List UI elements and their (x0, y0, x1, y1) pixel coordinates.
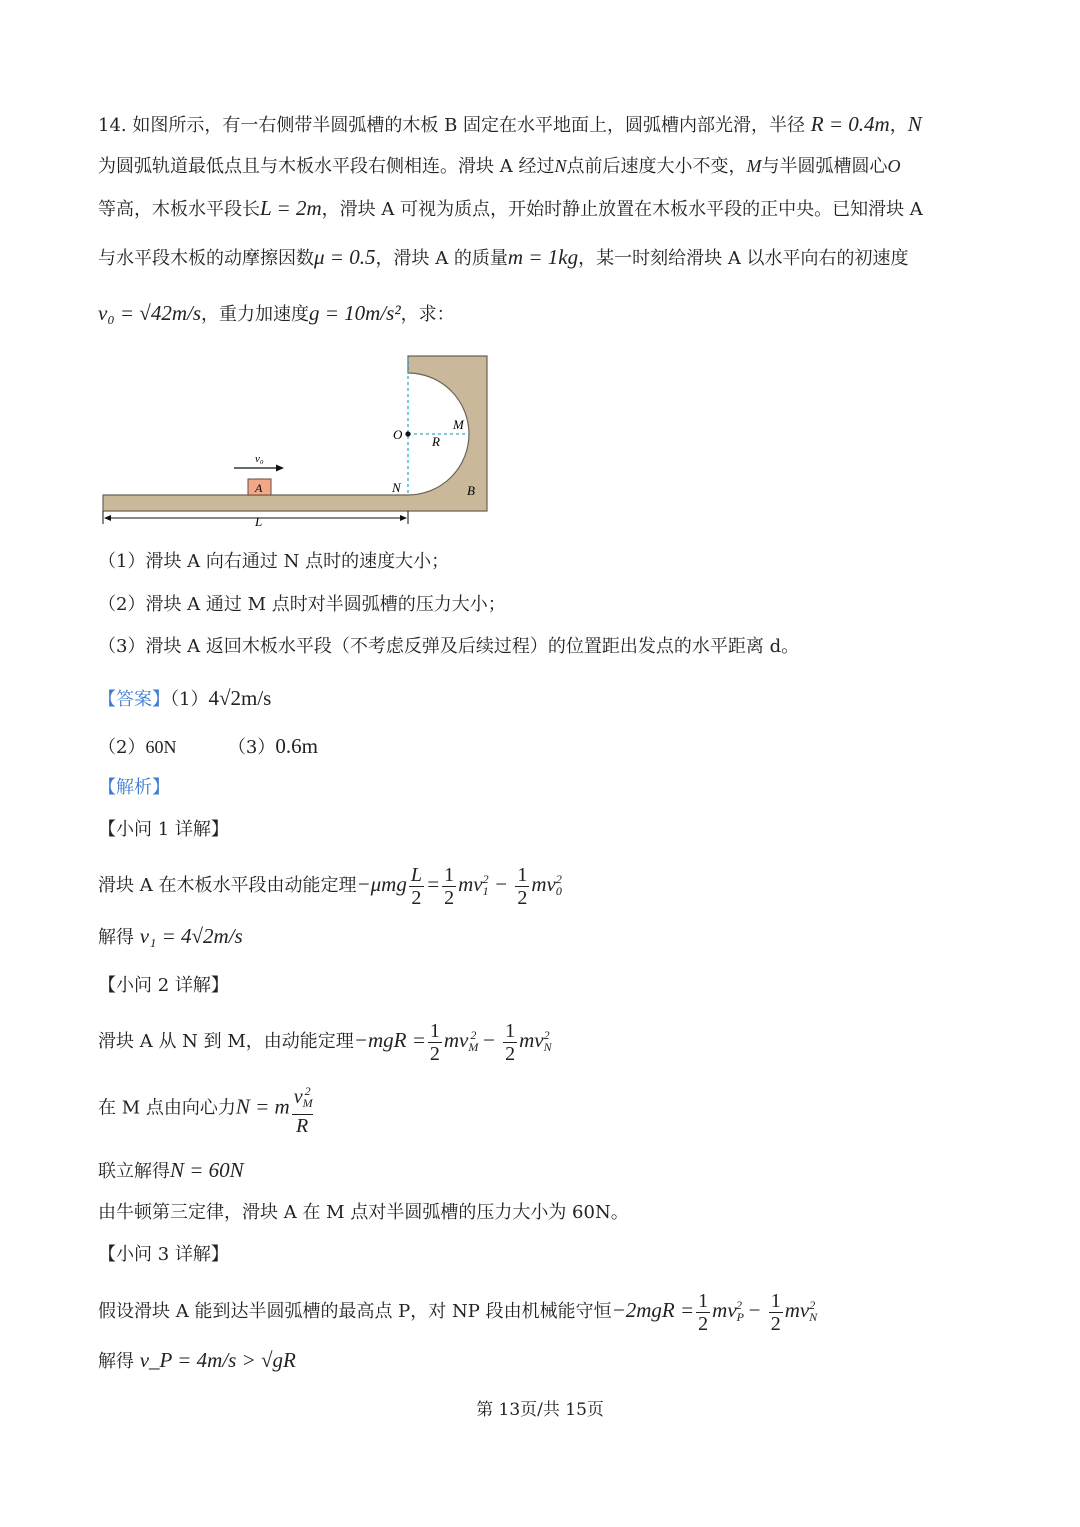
sub1-equation-line: 滑块 A 在木板水平段由动能定理−μmg $\frac{L}{2}$ = $\frac{1}{2}$ $mv_1^2$ − $\frac{1}{2}$ $mv_0^2$ (98, 863, 562, 909)
subquestion-3-heading: 【小问 3 详解】 (98, 1244, 229, 1265)
length-arrow-left (104, 515, 111, 521)
question-3: （3）滑块 A 返回木板水平段（不考虑反弹及后续过程）的位置距出发点的水平距离 d。 (98, 636, 800, 657)
center-point-O (405, 431, 410, 436)
problem-number: 14. (98, 115, 127, 136)
answer-tag: 【答案】 (98, 689, 170, 710)
analysis-tag: 【解析】 (98, 777, 170, 798)
sub1-result: 解得 v₁ = 4√2m/s (98, 924, 243, 948)
label-L: L (255, 514, 263, 529)
length-arrow-right (400, 515, 407, 521)
answer-line-2: （2）60N （3）0.6m (98, 734, 318, 758)
question-2: （2）滑块 A 通过 M 点时对半圆弧槽的压力大小； (98, 594, 506, 615)
label-A: A (255, 481, 263, 495)
problem-line-5: v₀ = √42m/s，重力加速度g = 10m/s²，求： (98, 301, 455, 325)
sub3-result: 解得 v_P = 4m/s > √gR (98, 1348, 296, 1372)
answer-line-1: 【答案】（1）4√2m/s (98, 686, 272, 710)
label-R: R (432, 434, 440, 449)
label-N: N (392, 480, 401, 495)
label-O: O (393, 427, 403, 442)
subquestion-2-heading: 【小问 2 详解】 (98, 975, 229, 996)
sub2-result: 联立解得N = 60N (98, 1158, 244, 1182)
subquestion-1-heading: 【小问 1 详解】 (98, 819, 229, 840)
sub2-conclusion: 由牛顿第三定律，滑块 A 在 M 点对半圆弧槽的压力大小为 60N。 (98, 1202, 629, 1223)
label-v0: v₀ (255, 453, 264, 465)
problem-line-2: 为圆弧轨道最低点且与木板水平段右侧相连。滑块 A 经过N点前后速度大小不变，M与半圆弧槽圆心O (98, 156, 901, 177)
page-footer: 第 13页/共 15页 (476, 1400, 604, 1420)
label-M: M (453, 417, 464, 432)
sub2-centripetal-line: 在 M 点由向心力N = m $\frac{v_M^2}{R}$ (98, 1084, 313, 1137)
label-B: B (467, 483, 475, 498)
board-B (103, 356, 487, 511)
question-1: （1）滑块 A 向右通过 N 点时的速度大小； (98, 551, 450, 572)
velocity-arrow-head (276, 465, 284, 472)
problem-line-4: 与水平段木板的动摩擦因数μ = 0.5，滑块 A 的质量m = 1kg，某一时刻给滑块 A 以水平向右的初速度 (98, 245, 909, 269)
sub2-equation-line: 滑块 A 从 N 到 M，由动能定理−mgR = $\frac{1}{2}$ $mv_M^2$ − $\frac{1}{2}$ $mv_N^2$ (98, 1019, 552, 1065)
problem-line-1: 14. 如图所示，有一右侧带半圆弧槽的木板 B 固定在水平地面上，圆弧槽内部光滑，半径 R = 0.4m，N (98, 112, 922, 136)
problem-line-3: 等高，木板水平段长L = 2m，滑块 A 可视为质点，开始时静止放置在木板水平段的正中央。已知滑块 A (98, 196, 923, 220)
problem-figure (95, 350, 495, 535)
sub3-equation-line: 假设滑块 A 能到达半圆弧槽的最高点 P，对 NP 段由机械能守恒−2mgR = $\frac{1}{2}$ $mv_P^2$ − $\frac{1}{2}$ $mv_N^2$ (98, 1289, 818, 1335)
